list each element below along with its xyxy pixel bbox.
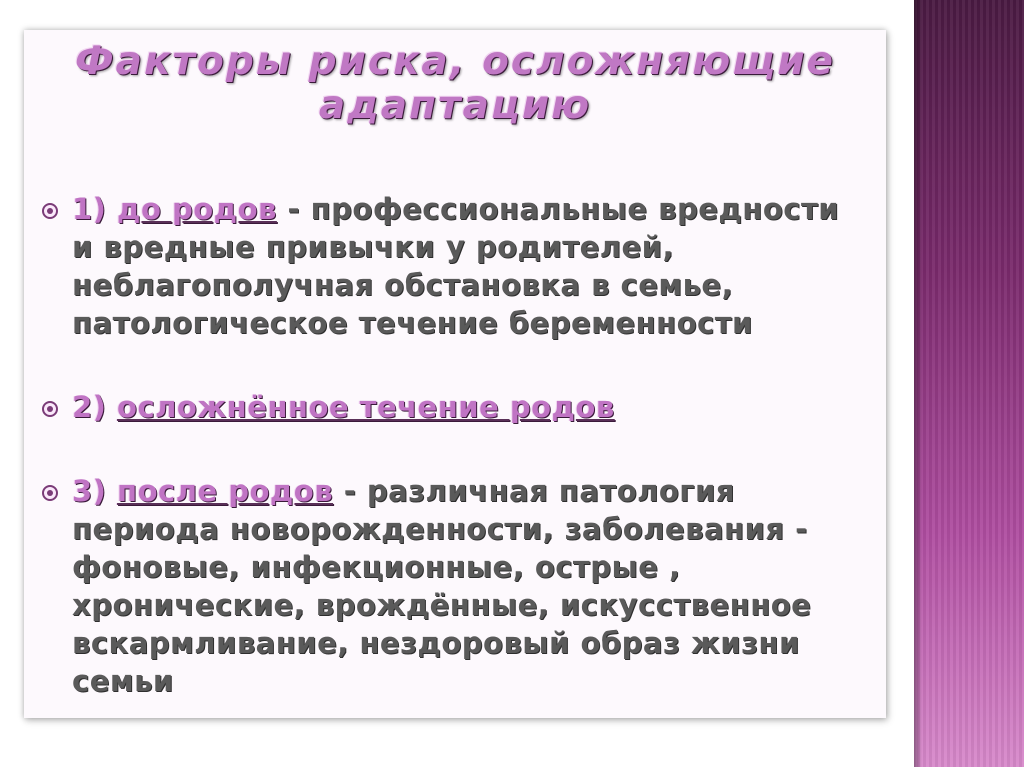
bullet-icon [42, 485, 58, 501]
item-term: до родов [117, 192, 277, 226]
list-item [38, 388, 868, 426]
list-item [38, 472, 868, 700]
bullet-icon [42, 401, 58, 417]
slide-card [24, 30, 886, 718]
risk-factor-list [38, 190, 868, 700]
item-description: - профессиональные вредности и вредные привычки у родителей, неблагополучная обстановка в семье, патологическое течение беременности [72, 192, 840, 340]
list-item-text [72, 190, 868, 342]
list-item [38, 190, 868, 342]
slide-title: Факторы риска, осложняющие адаптацию [74, 39, 836, 128]
item-term: после родов [117, 474, 334, 508]
item-number: 2) [72, 390, 107, 424]
item-number: 3) [72, 474, 107, 508]
decorative-side-band [914, 0, 1024, 767]
item-number: 1) [72, 192, 107, 226]
item-term: осложнённое течение родов [117, 390, 615, 424]
list-item-text [72, 388, 868, 426]
bullet-icon [42, 203, 58, 219]
item-description: - различная патология периода новорожденности, заболевания - фоновые, инфекционные, острые , хронические, врождённые, искусственное вскармливание, нездоровый образ жизни семьи [72, 474, 812, 698]
list-item-text [72, 472, 868, 700]
